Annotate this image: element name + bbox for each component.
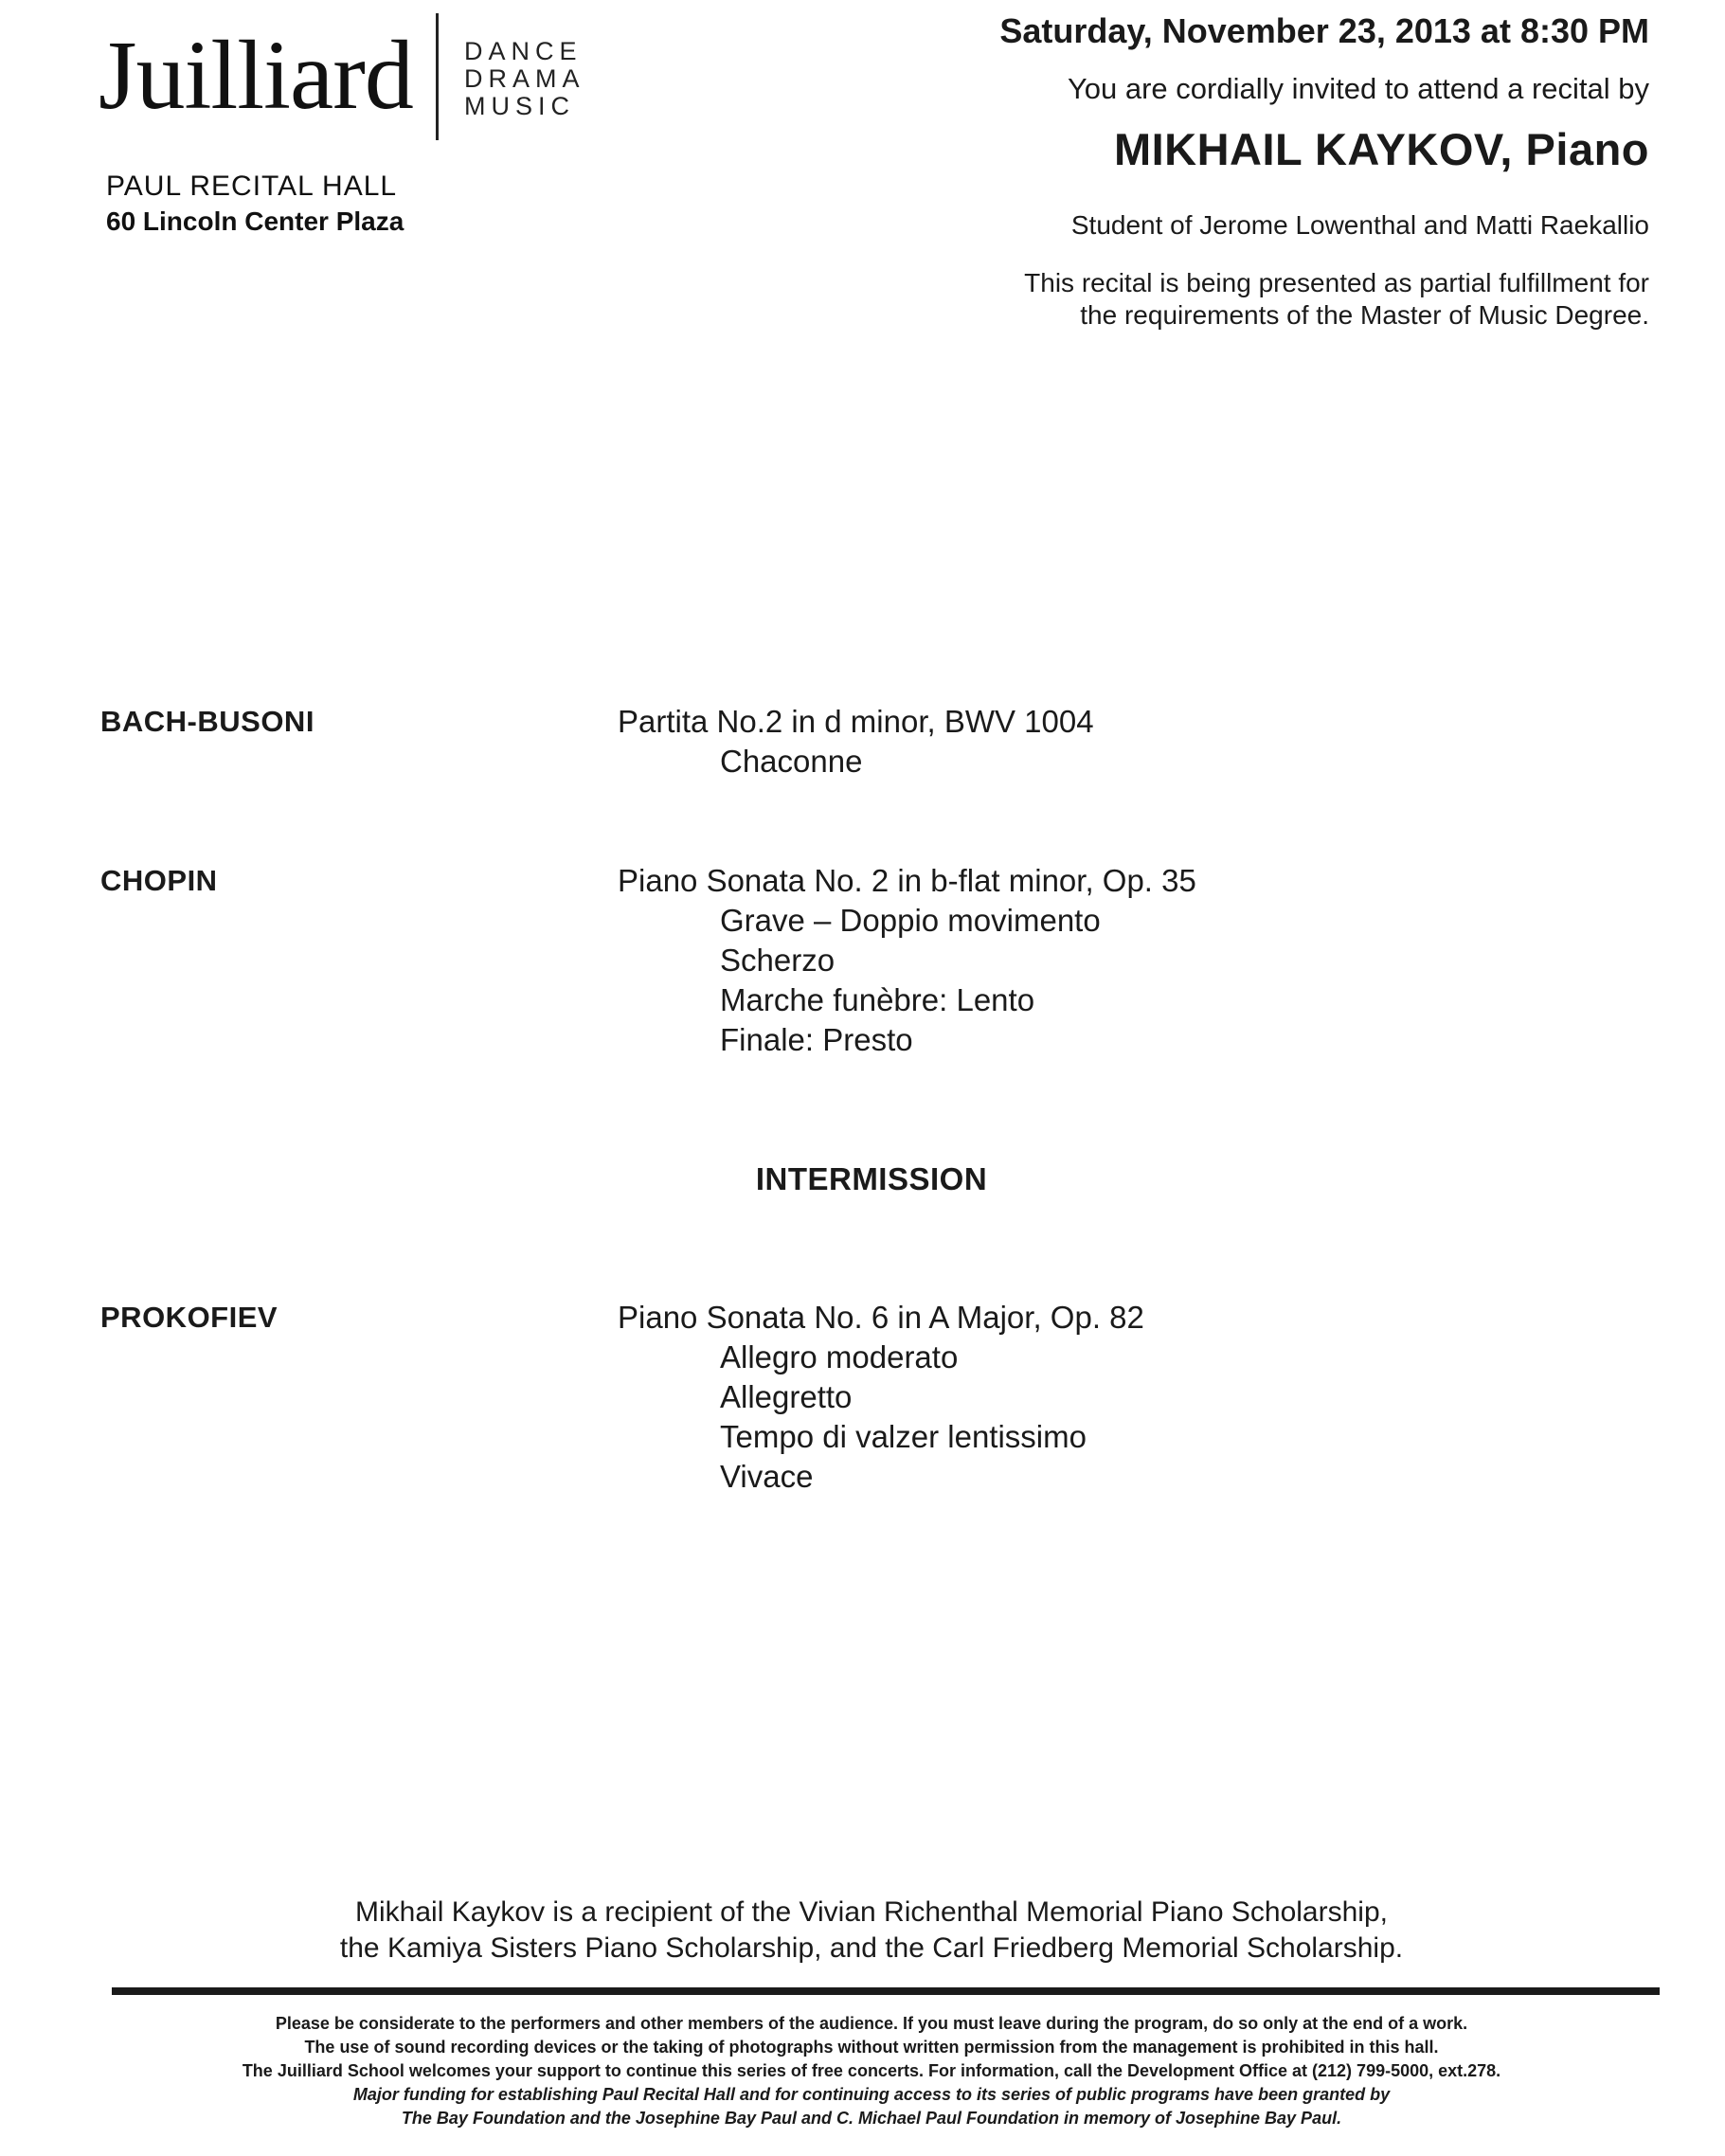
scholarship-line-2: the Kamiya Sisters Piano Scholarship, and the Carl Friedberg Memorial Scholarship. (339, 1932, 1404, 1964)
logo-disciplines (464, 38, 585, 120)
discipline-dance: DANCE (464, 37, 583, 65)
fulfillment-line-2: the requirements of the Master of Music Degree. (1080, 300, 1649, 330)
work-chopin (618, 861, 1196, 1060)
movement: Allegretto (720, 1379, 853, 1414)
degree-fulfillment-text (1024, 267, 1649, 332)
movement: Grave – Doppio movimento (720, 903, 1101, 938)
performer-name: MIKHAIL KAYKOV, Piano (1113, 124, 1649, 174)
notice-line: Please be considerate to the performers and other members of the audience. If you must leave during the program, do so only at the end of a work. (275, 2014, 1468, 2033)
funding-line: The Bay Foundation and the Josephine Bay Paul and C. Michael Paul Foundation in memory of Josephine Bay Paul. (401, 2109, 1342, 2128)
discipline-music: MUSIC (464, 92, 575, 120)
composer-prokofiev: PROKOFIEV (100, 1301, 279, 1334)
intermission-heading: INTERMISSION (755, 1161, 988, 1196)
movement: Tempo di valzer lentissimo (720, 1419, 1087, 1454)
movement: Finale: Presto (720, 1022, 913, 1057)
venue-address: 60 Lincoln Center Plaza (106, 207, 404, 236)
movement: Chaconne (720, 744, 863, 779)
discipline-drama: DRAMA (464, 64, 585, 93)
funding-line: Major funding for establishing Paul Recital Hall and for continuing access to its series of public programs have been granted by (352, 2085, 1391, 2104)
work-title: Piano Sonata No. 2 in b-flat minor, Op. 35 (618, 863, 1196, 898)
fulfillment-line-1: This recital is being presented as partial fulfillment for (1024, 268, 1649, 297)
work-title: Piano Sonata No. 6 in A Major, Op. 82 (618, 1300, 1144, 1335)
concert-date-time: Saturday, November 23, 2013 at 8:30 PM (999, 11, 1649, 50)
juilliard-logo-wordmark: Juilliard (99, 21, 413, 130)
scholarship-line-1: Mikhail Kaykov is a recipient of the Vivian Richenthal Memorial Piano Scholarship, (355, 1896, 1388, 1928)
movement: Scherzo (720, 943, 836, 978)
movement: Vivace (720, 1459, 814, 1494)
venue-block (106, 169, 404, 239)
composer-chopin: CHOPIN (100, 864, 218, 897)
notice-line: The use of sound recording devices or the taking of photographs without written permission from the management is prohibited in this hall. (304, 2038, 1439, 2057)
composer-bach-busoni: BACH-BUSONI (100, 705, 314, 738)
teachers-text: Student of Jerome Lowenthal and Matti Raekallio (1070, 210, 1649, 240)
audience-notice (0, 2012, 1725, 2130)
scholarship-note (0, 1895, 1725, 1967)
invitation-text: You are cordially invited to attend a recital by (1067, 72, 1649, 105)
footer-divider (112, 1987, 1660, 1995)
movement: Marche funèbre: Lento (720, 982, 1035, 1017)
work-bach-busoni (618, 702, 1094, 782)
movement: Allegro moderato (720, 1339, 959, 1374)
venue-name: PAUL RECITAL HALL (106, 171, 398, 202)
work-prokofiev (618, 1298, 1144, 1497)
notice-line: The Juilliard School welcomes your support to continue this series of free concerts. For information, call the Development Office at (212) 799-5000, ext.278. (242, 2061, 1501, 2080)
work-title: Partita No.2 in d minor, BWV 1004 (618, 704, 1094, 739)
logo-divider (436, 13, 439, 140)
